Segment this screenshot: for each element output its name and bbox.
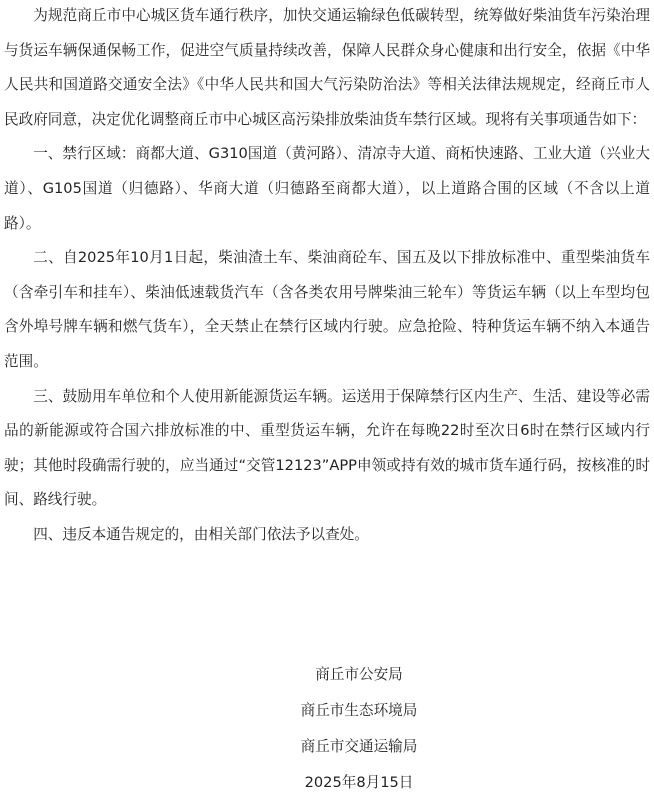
- paragraph-preamble: 为规范商丘市中心城区货车通行秩序，加快交通运输绿色低碳转型，统筹做好柴油货车污染治理与货运车辆保通保畅工作，促进空气质量持续改善，保障人民群众身心健康和出行安全，依据《中华人民共和国道路交通安全法》《中华人民共和国大气污染防治法》等相关法律法规规定，经商丘市人民政府同意，决定优化调整商丘市中心城区高污染排放柴油货车禁行区域。现将有关事项通告如下：: [4, 7, 650, 128]
- issuer-public-security: 商丘市公安局: [315, 666, 403, 683]
- paragraph-penalty: 四、违反本通告规定的，由相关部门依法予以查处。: [33, 525, 369, 543]
- issuer-transport: 商丘市交通运输局: [300, 738, 418, 755]
- signature-block: [0, 657, 654, 801]
- paragraph-new-energy: 三、鼓励用车单位和个人使用新能源货运车辆。运送用于保障禁行区内生产、生活、建设等必需品的新能源或符合国六排放标准的中、重型货运车辆，允许在每晚22时至次日6时在禁行区域内行驶；其他时段确需行驶的，应当通过“交管12123”APP申领或持有效的城市货车通行码，按核准的时间、路线行驶。: [4, 387, 650, 509]
- issuer-ecology-environment: 商丘市生态环境局: [300, 702, 418, 719]
- notice-body: [4, 0, 650, 553]
- paragraph-restricted-vehicles: 二、自2025年10月1日起，柴油渣土车、柴油商砼车、国五及以下排放标准中、重型柴油货车（含牵引车和挂车）、柴油低速载货汽车（含各类农用号牌柴油三轮车）等货运车辆（以上车型均包含外埠号牌车辆和燃气货车），全天禁止在禁行区域内行驶。应急抢险、特种货运车辆不纳入本通告范围。: [4, 249, 650, 370]
- issue-date: 2025年8月15日: [304, 774, 414, 791]
- paragraph-restricted-area: 一、禁行区域：商都大道、G310国道（黄河路）、清凉寺大道、商柘快速路、工业大道（兴业大道）、G105国道（归德路）、华商大道（归德路至商都大道），以上道路合围的区域（不含以上道路）。: [4, 145, 650, 232]
